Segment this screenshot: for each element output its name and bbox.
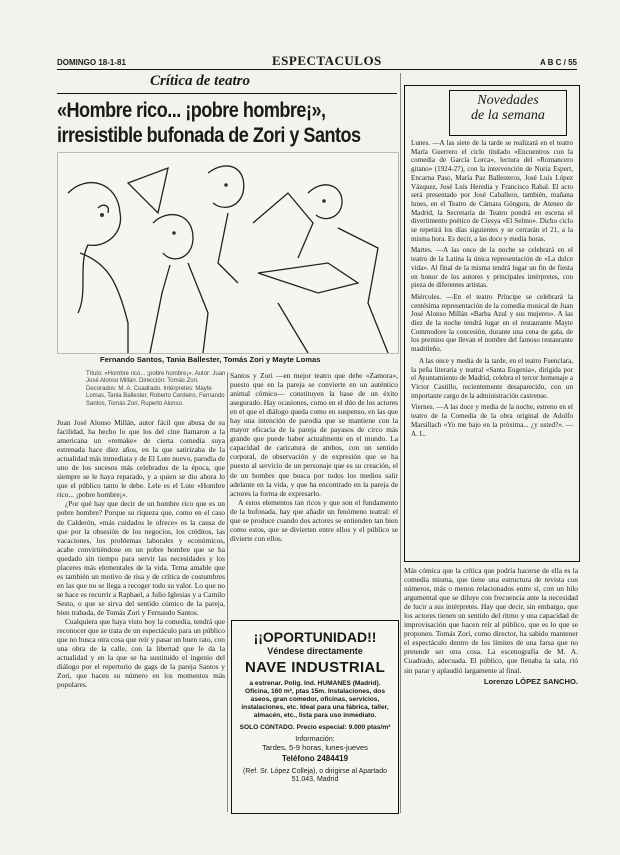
classified-ad xyxy=(231,620,399,814)
weekly-news-item: Miércoles. —En el teatro Príncipe se celebrará la centésima representación de la comedia musical de Juan José Alonso Millán «Barba Azul y sus mujeres». A las diez de la noche tendrá lugar en el restaurante Mayte Commodore la concesión, durante una cena de gala, de los premios que llevan el nombre del famoso restaurante madrileño. xyxy=(411,292,573,354)
ad-subtitle: Véndese directamente xyxy=(267,646,363,656)
article-column-1 xyxy=(57,418,225,808)
ad-body: a estrenar. Polig. Ind. HUMANES (Madrid). Oficina, 160 m², ptas 15m. Instalaciones, dos aseos, gran comedor, oficinas, servicios, instalaciones, etc. Ideal para una fábrica, taller, almacén, etc., lista para uso inmediato. xyxy=(241,680,389,719)
ad-reference: (Ref. Sr. López Colleja), o dirigirse al Apartado 51.043, Madrid xyxy=(243,768,387,784)
page-header xyxy=(57,55,577,69)
weekly-news-item: A las once y media de la tarde, en el teatro Fuenclara, la peña literaria y teatral «Santa Eugenia», dirigida por el Ayuntamiento de Madrid, celebra el tercer homenaje a Víctor Castillo, recientemente desaparecido, con un importante cargo de la administración castrense. xyxy=(411,356,573,400)
article-paragraph: Juan José Alonso Millán, autor fácil que abusa de su facilidad, ha hecho lo que los del cine llamaron a la americana un «remake» de cierta comedia suya estrenada hace diez años, en la que satirizaba de la actualidad más inmediata y de El Lute nuevo, parodia de uno de los sucesos más celebrados de la época, que siempre se le haya reparado, y a quien se dio ahora lo que el público tanto le debe. Lele es el Lute «Hombre rico... ¡pobre hombre¡». xyxy=(57,418,225,500)
column-divider xyxy=(227,372,228,812)
photo-caption: Fernando Santos, Tania Ballester, Tomás Zori y Mayte Lomas xyxy=(100,355,321,364)
header-section: ESPECTACULOS xyxy=(272,53,382,68)
weekly-news-item: Martes. —A las once de la noche se celebrará en el teatro de la Latina la única representación de «La dulce vida». Al final de la misma tendrá lugar un fin de fiesta en honor de los autores y principales intérpretes, con pieza de diferentes artistas. xyxy=(411,246,573,290)
article-paragraph: ¿Por qué hay que decir de un hombre rico que es un pobre hombre? Porque su riqueza que, como en el caso de Calderón, «más cuidados le ofrece» es la causa de que por la obsesión de los negocios, los créditos, las vacaciones, los problemas laborales y económicos, acabe convirtiéndose en un pobre hombre que se ha quedado sin tiempo para servir las necesidades y los placeres más elementales de la vida. Tema amable que es también un motivo de risa y de crítica de costumbres en las que no se llega a recoger todo su valor. Lo que no se hace es recurrir a Raphael, a Julio Iglesias y a Camilo Sesto, o que se sirva del sentido cómico de la pareja, bien trabada, de Tomás Zori y Fernando Santos. xyxy=(57,499,225,617)
weekly-news-list xyxy=(411,139,573,554)
header-date: DOMINGO 18-1-81 xyxy=(57,58,126,67)
ad-info-label: Información: xyxy=(295,734,335,743)
article-paragraph: Más cómica que la crítica que podría hacerse de ella es la comedia misma, que tiene una estructura de revista con números, más o menos relacionados entre sí, con un hilo argumental que se diluye con frecuencia ante la necesidad de lucir a sus intérpretes. Hay que decir, sin embargo, que los actores tienen un sentido del ritmo y una capacidad de improvisación que hacen reír al público, que es lo que se proponen. Tomás Zori, como director, ha sabido mantener el espectáculo dentro de los límites de una farsa que no pretende ser otra cosa. La escenografía de M. A. Cuadrado, adecuada. El público, que llenaba la sala, rió sin parar y aplaudió largamente al final. xyxy=(404,566,578,675)
column-divider xyxy=(400,73,401,813)
article-signature: Lorenzo LÓPEZ SANCHO. xyxy=(483,676,578,686)
article-column-3 xyxy=(404,566,578,812)
ad-title: NAVE INDUSTRIAL xyxy=(244,659,386,676)
weekly-news-title-box xyxy=(449,90,567,136)
weekly-news-box xyxy=(404,85,580,562)
weekly-news-item: Lunes. —A las siete de la tarde se realizará en el teatro María Guerrero el ciclo titulado «Encuentros con la comedia de García Lorca», lectura del «Romancero gitano» (1924-27), con la intervención de Nuria Espert, Encarna Paso, María Paz Ballesteros, José Luis López Vázquez, José Luis Heredia y Francisco Rabal. El acto será presentado por José Caballero, también, mañana lunes, en el Teatro de Cámara Góngora, de Ateneo de Madrid, la Secretaría de Teatro pondrá en escena el divertimento poético de Ciesya «El Selmo». Dicho ciclo se repetirá los días siguientes y se cerrarán el 21, a la misma hora. Es decir, a las doce y media horas. xyxy=(411,139,573,243)
weekly-news-item: Viernes. —A las doce y media de la noche, estreno en el teatro de la Comedia de la obra original de Adolfo Marsillach «Yo me bajo en la próxima... ¿y usted?». —A. L. xyxy=(411,403,573,438)
credits-box: Título: «Hombre rico... ¡pobre hombre¡». Autor: Juan José Alonso Millán. Dirección: Tomás Zori. Decorados: M. A. Cuadrado. Intérpretes: Mayte Lomas, Tania Ballester, Roberto Cerdeiro, Fernando Santos, Tomás Zori, Ruperto Alonso. xyxy=(86,371,226,407)
header-folio: A B C / 55 xyxy=(539,58,577,67)
ad-hours: Tardes, 5-9 horas, lunes-jueves xyxy=(262,743,368,752)
article-column-2 xyxy=(230,371,398,611)
ad-price: SOLO CONTADO. Precio especial: 9.000 ptas/m² xyxy=(239,724,391,731)
article-paragraph: Santos y Zori —en mejor teatro que debe «Zamora», puesto que en la pareja se convierte en un auténtico animal cómico— constituyen la base de un éxito asegurado. Hay ocasiones, como en el dúo de los actores en el que el diálogo queda como en suspenso, en las que hay una intención de parodia que se mantiene con la mayor eficacia de la pareja de payasos de circo más grande que puede haber actualmente en el mundo. La capacidad de caricatura de ambos, con un sentido corporal, de observación y de expresión que se ha puesto al servicio de un personaje que es su creación, el de un hombre que busca por todos los medios salir adelante en la vida, y que ha encontrado en la pareja de actores la forma de expresarlo. xyxy=(230,371,398,498)
ad-phone: Teléfono 2484419 xyxy=(281,754,349,763)
headline: «Hombre rico... ¡pobre hombre¡», irresistible bufonada de Zori y Santos xyxy=(57,99,361,147)
weekly-news-title-2: de la semana xyxy=(471,108,545,123)
kicker: Crítica de teatro xyxy=(150,73,250,89)
header-rule xyxy=(57,69,577,70)
ad-opportunity: ¡¡OPORTUNIDAD!! xyxy=(253,629,377,645)
kicker-rule xyxy=(57,93,397,94)
caricature-drawing xyxy=(58,153,398,353)
article-paragraph: Cualquiera que haya visto hoy la comedia, tendrá que reconocer que se trata de un espectáculo para un público que no busca otra cosa que reír y pasar un buen rato, con una obra de la calle, con la libertad que le da la actualidad y en la que se ha sustituido el ingenio del diálogo por el repertorio de gags de la pareja Santos y Zori, que hacen su número en los momentos más populares. xyxy=(57,617,225,690)
illustration xyxy=(57,152,399,354)
weekly-news-title-1: Novedades xyxy=(477,93,539,108)
article-paragraph: A estos elementos tan ricos y que son el fundamento de la bufonada, hay que añadir un fenómeno teatral: el que se produce cuando dos actores se entienden tan bien como estos, que se divierten entre ellos y el público se divierte con ellos. xyxy=(230,497,398,543)
